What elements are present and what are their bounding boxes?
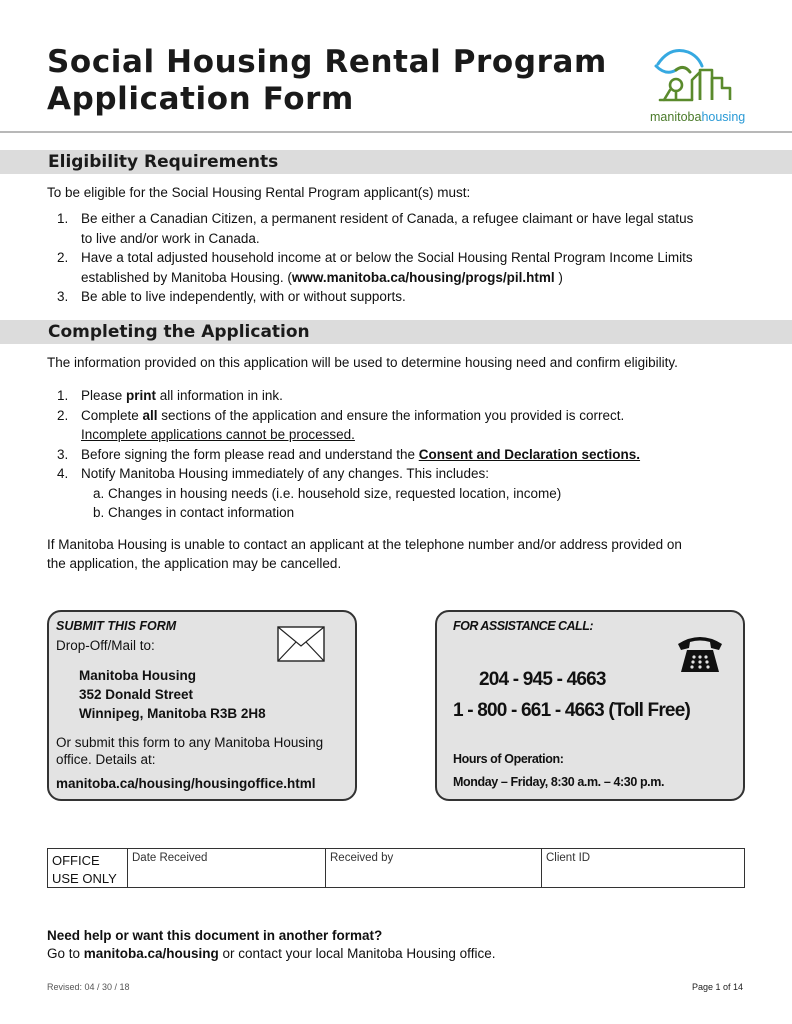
- assistance-box: [435, 610, 745, 801]
- list-item: 2. Complete all sections of the application and ensure the information you provided is correct. Incomplete applications cannot be processed.: [57, 407, 625, 442]
- completing-list: [47, 386, 640, 523]
- eligibility-heading: Eligibility Requirements: [48, 152, 279, 172]
- closing-line-2: the application, the application may be cancelled.: [47, 556, 342, 571]
- income-limits-link[interactable]: www.manitoba.ca/housing/progs/pil.html: [291, 269, 555, 285]
- assistance-label: FOR ASSISTANCE CALL:: [453, 619, 593, 633]
- header-divider: [0, 131, 792, 133]
- eligibility-intro: To be eligible for the Social Housing Rental Program applicant(s) must:: [47, 185, 471, 200]
- submit-form-box: [47, 610, 357, 801]
- title-line-1: Social Housing Rental Program: [47, 44, 607, 80]
- received-by-field[interactable]: Received by: [326, 849, 542, 887]
- title-line-2: Application Form: [47, 81, 354, 117]
- local-phone-number[interactable]: 204 - 945 - 4663: [479, 669, 606, 690]
- help-answer: Go to manitoba.ca/housing or contact your local Manitoba Housing office.: [47, 946, 496, 961]
- list-item: 1. Be either a Canadian Citizen, a permanent resident of Canada, a refugee claimant or have legal status to live and/or work in Canada.: [57, 211, 694, 246]
- client-id-field[interactable]: Client ID: [546, 852, 591, 864]
- list-item: 3. Before signing the form please read and understand the Consent and Declaration sections.: [57, 446, 641, 462]
- completing-heading-bar: [0, 320, 792, 344]
- address-line-1: Manitoba Housing: [79, 668, 196, 683]
- page-number: Page 1 of 14: [692, 982, 744, 992]
- address-line-2: 352 Donald Street: [79, 687, 194, 702]
- telephone-icon: [675, 632, 725, 674]
- logo-wordmark: manitobahousing: [650, 110, 746, 124]
- list-item: 1. Please print all information in ink.: [57, 388, 283, 403]
- date-received-field[interactable]: Date Received: [128, 849, 326, 887]
- toll-free-phone-number[interactable]: 1 - 800 - 661 - 4663 (Toll Free): [453, 700, 690, 721]
- list-item: 3. Be able to live independently, with or without supports.: [57, 289, 406, 304]
- completing-intro: The information provided on this application will be used to determine housing need and confirm eligibility.: [47, 355, 678, 370]
- envelope-icon: [277, 626, 325, 662]
- hours-value: Monday – Friday, 8:30 a.m. – 4:30 p.m.: [453, 775, 665, 789]
- office-use-table: [47, 848, 745, 888]
- page-title: [47, 44, 607, 118]
- list-item: 4. Notify Manitoba Housing immediately of any changes. This includes: a. Changes in housing needs (i.e. household size, requested location, income) b. Changes in contact information: [57, 466, 562, 520]
- help-question: Need help or want this document in another format?: [47, 928, 383, 943]
- revision-date: Revised: 04 / 30 / 18: [47, 982, 130, 992]
- housing-office-link[interactable]: manitoba.ca/housing/housingoffice.html: [56, 776, 316, 791]
- hours-label: Hours of Operation:: [453, 752, 564, 766]
- closing-line-1: If Manitoba Housing is unable to contact an applicant at the telephone number and/or address provided on: [47, 537, 682, 552]
- submit-label: SUBMIT THIS FORM: [56, 619, 177, 633]
- dropoff-text: Drop-Off/Mail to:: [56, 638, 155, 653]
- list-item: 2. Have a total adjusted household income at or below the Social Housing Rental Program Income Limits established by Manitoba Housing. (www.manitoba.ca/housing/progs/pil.html ): [57, 250, 693, 285]
- housing-site-link[interactable]: manitoba.ca/housing: [83, 946, 219, 961]
- alt-submit-line-2: office. Details at:: [56, 752, 156, 767]
- eligibility-list: [47, 209, 693, 307]
- address-line-3: Winnipeg, Manitoba R3B 2H8: [79, 706, 266, 721]
- alt-submit-line-1: Or submit this form to any Manitoba Housing: [56, 735, 324, 750]
- eligibility-heading-bar: [0, 150, 792, 174]
- completing-heading: Completing the Application: [48, 322, 310, 342]
- office-use-label: OFFICE USE ONLY: [48, 849, 128, 887]
